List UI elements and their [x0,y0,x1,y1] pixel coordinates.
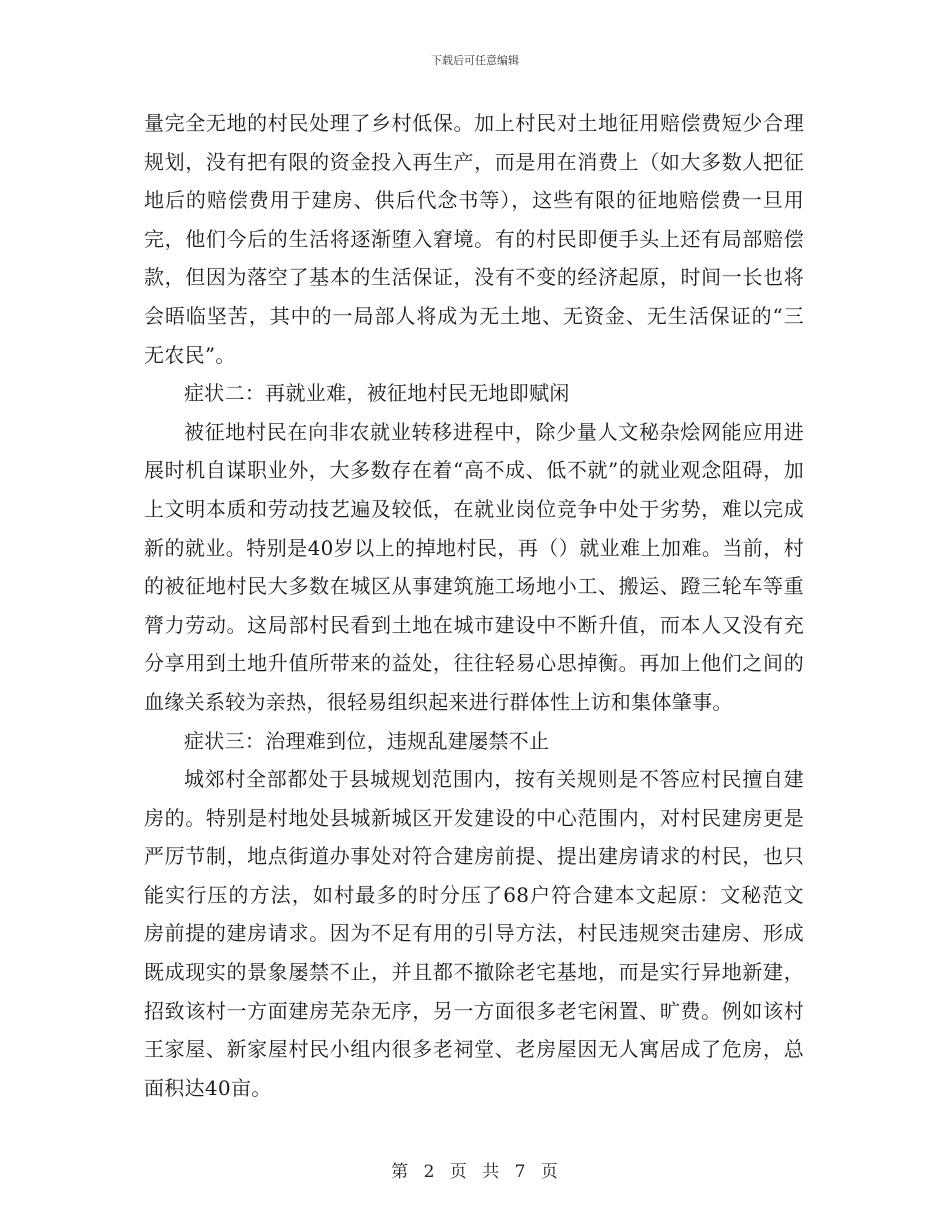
current-page-number: 2 [423,1162,436,1182]
page-footer [0,1157,950,1182]
total-page-count: 7 [514,1162,527,1182]
section-heading-symptom-two: 症状二：再就业难，被征地村民无地即赋闲 [184,381,570,406]
paragraph-reemployment: 被征地村民在向非农就业转移进程中，除少量人文秘杂烩网能应用进展时机自谋职业外，大多数存在着“高不成、低不就”的就业观念阻碍，加上文明本质和劳动技艺遍及较低，在就业岗位竞争中处于劣势，难以完成新的就业。特别是40岁以上的掉地村民，再（）就业难上加难。当前，村的被征地村民大多数在城区从事建筑施工场地小工、搬运、蹬三轮车等重膂力劳动。这局部村民看到土地在城市建设中不断升值，而本人又没有充分享用到土地升值所带来的益处，往往轻易心思掉衡。再加上他们之间的血缘关系较为亲热，很轻易组织起来进行群体性上访和集体肇事。 [144,419,804,714]
document-body [144,104,804,1107]
paragraph-illegal-building: 城郊村全部都处于县城规划范围内，按有关规则是不答应村民擅自建房的。特别是村地处县城新城区开发建设的中心范围内，对村民建房更是严厉节制，地点街道办事处对符合建房前提、提出建房请求的村民，也只能实行压的方法，如村最多的时分压了68户符合建本文起原：文秘范文 房前提的建房请求。因为不足有用的引导方法，村民违规突击建房、形成既成现实的景象屡禁不止，并且都不撤除老宅基地，而是实行异地新建，招致该村一方面建房芜杂无序，另一方面很多老宅闲置、旷费。例如该村王家屋、新家屋村民小组内很多老祠堂、老房屋因无人寓居成了危房，总面积达40亩。 [144,767,804,1100]
footer-page-unit: 页 [449,1162,468,1182]
paragraph-continuation: 量完全无地的村民处理了乡村低保。加上村民对土地征用赔偿费短少合理规划，没有把有限的资金投入再生产，而是用在消费上（如大多数人把征地后的赔偿费用于建房、供后代念书等），这些有限的征地赔偿费一旦用完，他们今后的生活将逐渐堕入窘境。有的村民即便手头上还有局部赔偿款，但因为落空了基本的生活保证，没有不变的经济起原，时间一长也将会晤临坚苦，其中的一局部人将成为无土地、无资金、无生活保证的“三无农民”。 [144,111,804,367]
section-heading-symptom-three: 症状三：治理难到位，违规乱建屡禁不止 [184,728,550,753]
footer-total-word: 共 [482,1162,501,1182]
page-header: 下载后可任意编辑 [431,54,519,67]
footer-prefix: 第 [391,1162,410,1182]
footer-total-unit: 页 [540,1162,559,1182]
